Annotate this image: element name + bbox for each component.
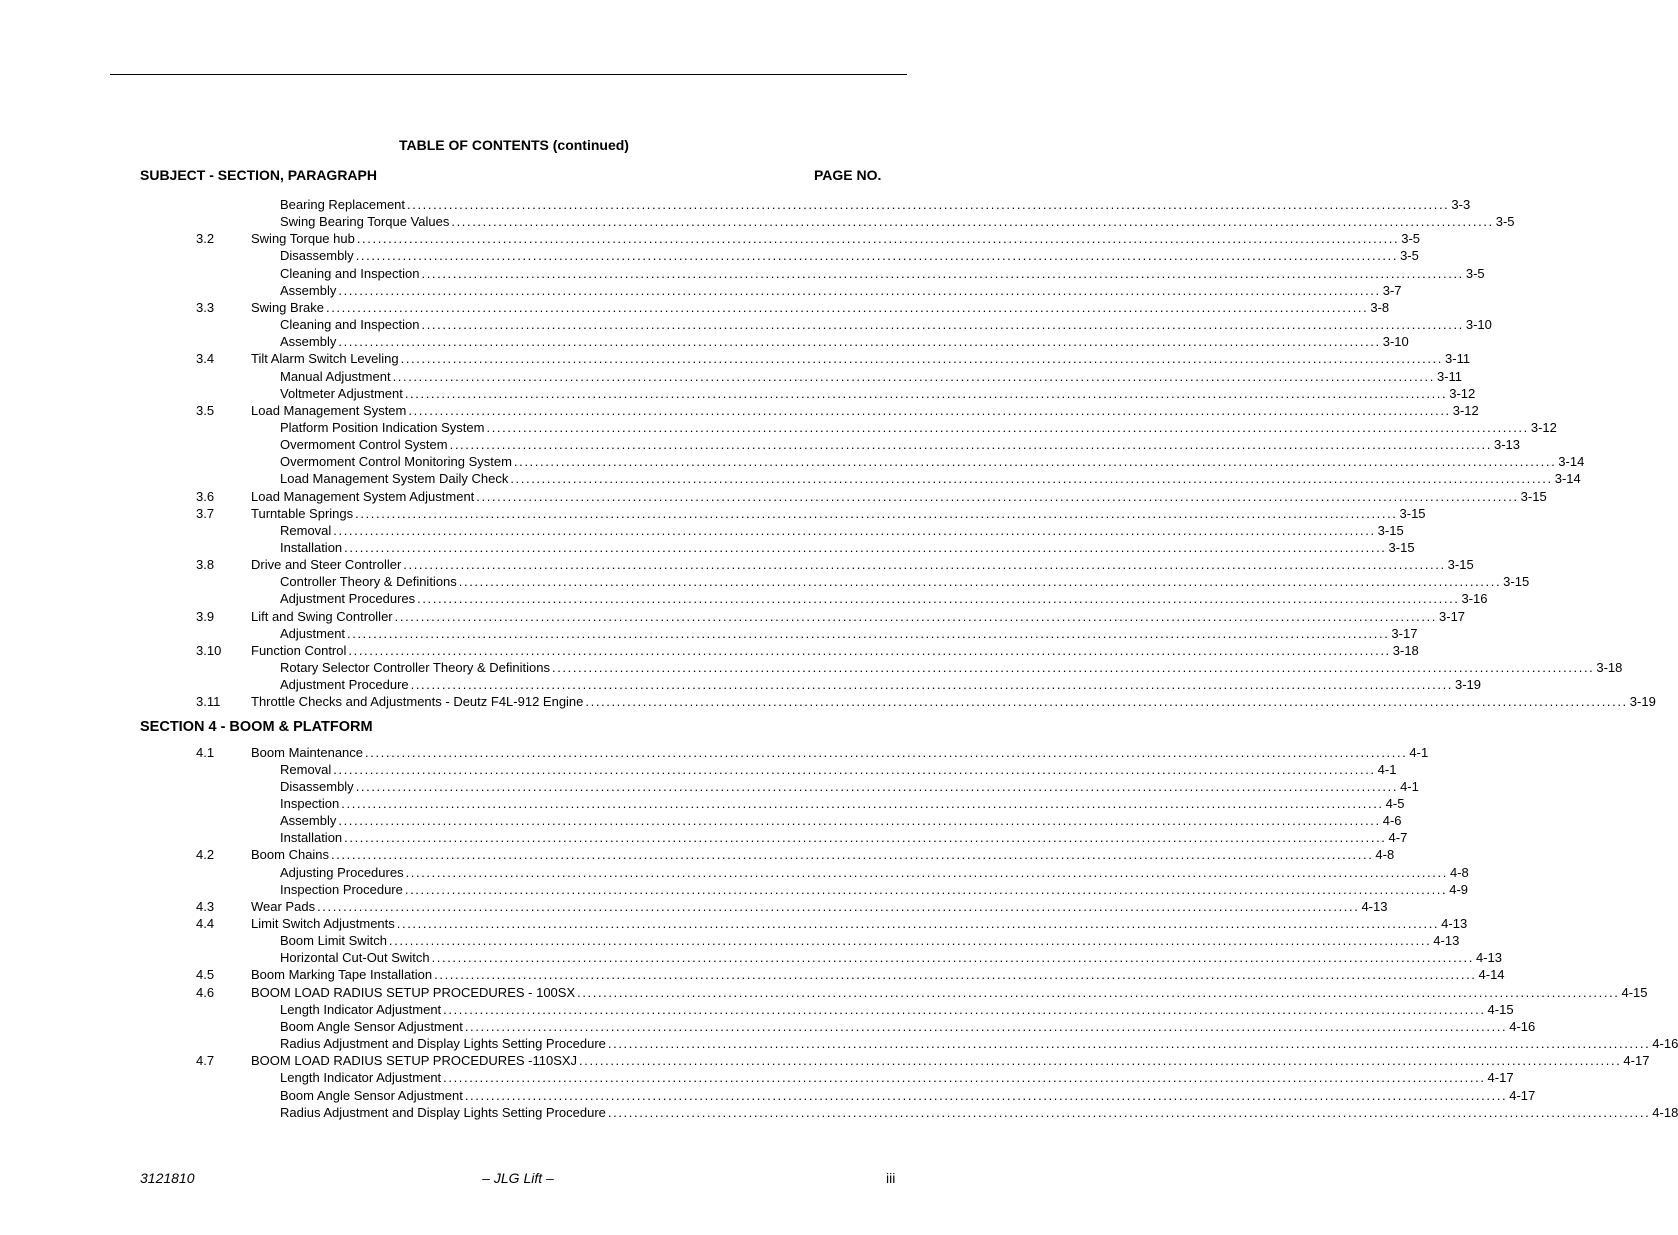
toc-entry-number: 3.5 [196,402,215,418]
toc-entry-page: 3-16 [1461,591,1488,607]
toc-entry-title: Lift and Swing Controller [251,608,393,624]
toc-entry-title: Boom Maintenance [251,744,364,760]
toc-entry-line [251,402,1479,419]
toc-entry-line [251,350,1471,367]
toc-entry-line [251,915,1468,932]
toc-entry-title: Cleaning and Inspection [280,317,420,333]
toc-entry-line [280,812,1402,829]
toc-entry-line [251,898,1388,915]
toc-entry[interactable] [0,282,1402,299]
toc-entry[interactable] [0,539,1415,556]
toc-entry[interactable] [0,556,1474,573]
toc-entry-title: Adjustment Procedures [280,591,416,607]
dot-leader: ........................................................................................................................................................................................................ [417,591,1460,607]
toc-entry-title: Throttle Checks and Adjustments - Deutz F4L-912 Engine [251,694,584,710]
toc-entry-line [251,984,1648,1001]
toc-entry[interactable] [0,1001,1514,1018]
toc-entry-page: 4-13 [1361,898,1388,914]
toc-entry-number: 3.10 [196,642,222,658]
toc-entry[interactable] [0,573,1530,590]
toc-entry-line [251,608,1466,625]
toc-entry-title: Manual Adjustment [280,368,391,384]
toc-entry-line [280,213,1515,230]
toc-entry-page: 4-6 [1382,813,1402,829]
toc-entry[interactable] [0,505,1426,522]
toc-entry-page: 4-13 [1475,950,1502,966]
toc-entry[interactable] [0,453,1585,470]
toc-entry[interactable] [0,642,1419,659]
toc-entry-number: 3.2 [196,231,215,247]
subject-column-header: SUBJECT - SECTION, PARAGRAPH [140,167,377,183]
toc-entry-title: Drive and Steer Controller [251,557,402,573]
toc-entry[interactable] [0,744,1429,761]
toc-entry-line [280,1018,1536,1035]
toc-entry[interactable] [0,778,1419,795]
toc-entry[interactable] [0,196,1471,213]
toc-entry-page: 4-5 [1385,795,1405,811]
dot-leader: ........................................................................................................................................................................................................ [365,744,1408,760]
toc-entry-title: Assembly [280,282,337,298]
toc-entry-page: 3-12 [1530,419,1557,435]
dot-leader: ........................................................................................................................................................................................................ [355,778,1399,794]
dot-leader: ........................................................................................................................................................................................................ [607,1036,1651,1052]
dot-leader: ........................................................................................................................................................................................................ [458,574,1502,590]
dot-leader: ........................................................................................................................................................................................................ [408,402,1451,418]
toc-entry-title: Overmoment Control Monitoring System [280,454,512,470]
toc-entry-page: 4-17 [1509,1087,1536,1103]
toc-entry[interactable] [0,881,1469,898]
toc-entry-page: 4-1 [1377,761,1397,777]
toc-entry-title: Adjustment [280,625,346,641]
toc-entry-title: Radius Adjustment and Display Lights Setting Procedure [280,1036,606,1052]
toc-entry-title: Horizontal Cut-Out Switch [280,950,430,966]
toc-entry-title: Limit Switch Adjustments [251,916,395,931]
toc-entry-title: Function Control [251,642,347,658]
toc-entry[interactable] [0,795,1405,812]
toc-entry-page: 3-15 [1503,574,1530,590]
toc-entry-line [251,299,1390,316]
toc-entry-title: Installation [280,830,343,846]
dot-leader: ........................................................................................................................................................................................................ [407,197,1450,212]
toc-entry-title: Turntable Springs [251,505,354,521]
toc-entry[interactable] [0,590,1488,607]
toc-entry-page: 3-8 [1370,299,1390,315]
dot-leader: ........................................................................................................................................................................................................ [405,864,1448,880]
toc-entry-page: 4-13 [1433,933,1460,949]
toc-entry[interactable] [0,333,1409,350]
toc-entry-line [280,590,1488,607]
toc-entry-title: Load Management System [251,402,407,418]
dot-leader: ........................................................................................................................................................................................................ [476,488,1519,504]
toc-entry-line [280,676,1482,693]
toc-entry-page: 3-18 [1392,642,1419,658]
toc-entry-line [280,1104,1678,1121]
toc-entry-page: 3-15 [1447,557,1474,573]
toc-entry-page: 3-10 [1382,334,1409,350]
toc-entry-number: 3.7 [196,505,215,521]
toc-entry[interactable] [0,984,1648,1001]
toc-entry-title: Length Indicator Adjustment [280,1001,442,1017]
toc-entry-line [251,693,1656,710]
toc-entry[interactable] [0,265,1485,282]
toc-entry[interactable] [0,385,1476,402]
toc-entry[interactable] [0,761,1397,778]
dot-leader: ........................................................................................................................................................................................................ [331,847,1374,863]
toc-entry[interactable] [0,368,1463,385]
toc-entry-line [251,230,1421,247]
dot-leader: ........................................................................................................................................................................................................ [464,1018,1508,1034]
toc-entry-page: 3-13 [1493,437,1521,453]
toc-entry[interactable] [0,1087,1536,1104]
toc-entry-line [280,1001,1514,1018]
toc-entry-line [280,539,1415,556]
toc-entry-number: 3.3 [196,299,215,315]
dot-leader: ........................................................................................................................................................................................................ [394,608,1438,624]
toc-entry-line [280,864,1469,881]
toc-entry-title: Assembly [280,334,337,350]
toc-entry-page: 3-11 [1445,351,1471,367]
toc-entry-line [280,368,1463,385]
dot-leader: ........................................................................................................................................................................................................ [486,419,1529,435]
dot-leader: ........................................................................................................................................................................................................ [510,471,1553,487]
toc-entry-title: Voltmeter Adjustment [280,385,403,401]
toc-entry-line [280,1087,1536,1104]
dot-leader: ........................................................................................................................................................................................................ [443,1070,1486,1086]
dot-leader: ........................................................................................................................................................................................................ [355,505,1398,521]
toc-entry[interactable] [0,522,1404,539]
toc-entry-title: Boom Limit Switch [280,933,387,949]
dot-leader: ........................................................................................................................................................................................................ [344,540,1387,555]
toc-entry-title: Boom Angle Sensor Adjustment [280,1018,463,1034]
toc-entry-title: Removal [280,761,332,777]
toc-entry-title: Swing Bearing Torque Values [280,214,450,230]
toc-entry[interactable] [0,932,1460,949]
dot-leader: ........................................................................................................................................................................................................ [344,830,1387,846]
dot-leader: ........................................................................................................................................................................................................ [464,1087,1508,1103]
toc-entry-page: 4-17 [1487,1070,1514,1086]
toc-entry-title: BOOM LOAD RADIUS SETUP PROCEDURES -110SXJ [251,1053,578,1069]
toc-entry-title: Disassembly [280,248,354,264]
toc-entry[interactable] [0,299,1390,316]
toc-entry-number: 4.3 [196,898,215,914]
toc-entry-line [280,436,1521,453]
dot-leader: ........................................................................................................................................................................................................ [338,813,1381,829]
toc-entry-title: Disassembly [280,778,354,794]
toc-entry-title: Platform Position Indication System [280,419,485,435]
toc-entry-line [251,642,1419,659]
toc-entry[interactable] [0,625,1418,642]
toc-entry[interactable] [0,436,1521,453]
toc-entry-page: 3-19 [1455,677,1482,693]
toc-entry-title: Radius Adjustment and Display Lights Setting Procedure [280,1104,606,1120]
dot-leader: ........................................................................................................................................................................................................ [338,334,1381,350]
dot-leader: ........................................................................................................................................................................................................ [333,522,1376,538]
toc-entry-line [251,505,1426,522]
toc-entry-title: Swing Brake [251,299,324,315]
toc-entry[interactable] [0,350,1471,367]
toc-entry-title: Swing Torque hub [251,231,355,247]
dot-leader: ........................................................................................................................................................................................................ [579,1053,1622,1069]
toc-entry-title: Rotary Selector Controller Theory & Definitions [280,660,550,676]
toc-entry[interactable] [0,608,1466,625]
toc-entry-number: 4.1 [196,744,215,760]
toc-entry-title: Adjusting Procedures [280,864,404,880]
toc-entry[interactable] [0,864,1469,881]
dot-leader: ........................................................................................................................................................................................................ [317,898,1360,914]
toc-entry-page: 4-1 [1409,744,1429,760]
toc-entry-title: Inspection [280,795,340,811]
toc-entry-title: Removal [280,522,332,538]
toc-entry[interactable] [0,846,1395,863]
toc-entry-line [280,1035,1678,1052]
toc-entry-title: Load Management System Adjustment [251,488,475,504]
dot-leader: ........................................................................................................................................................................................................ [341,795,1384,811]
toc-entry[interactable] [0,949,1502,966]
toc-entry-line [280,949,1502,966]
dot-leader: ........................................................................................................................................................................................................ [392,368,1435,384]
toc-entry-line [251,846,1395,863]
toc-entry-number: 4.6 [196,984,215,1000]
dot-leader: ........................................................................................................................................................................................................ [356,231,1400,247]
toc-entry[interactable] [0,470,1581,487]
toc-entry-line [280,1069,1514,1086]
toc-entry-page: 4-8 [1375,847,1395,863]
toc-entry-page: 3-5 [1400,248,1419,264]
section-heading: SECTION 4 - BOOM & PLATFORM [140,718,373,735]
toc-entry[interactable] [0,812,1402,829]
toc-entry-title: Controller Theory & Definitions [280,574,457,590]
dot-leader: ........................................................................................................................................................................................................ [513,454,1557,470]
toc-entry-page: 3-5 [1465,265,1485,281]
toc-entry-line [280,778,1419,795]
toc-entry-number: 3.9 [196,608,215,624]
toc-entry-title: Bearing Replacement [280,197,406,212]
toc-entry-page: 4-16 [1509,1018,1536,1034]
toc-entry[interactable] [0,488,1547,505]
toc-entry-page: 4-14 [1478,967,1505,983]
toc-entry-title: Load Management System Daily Check [280,471,509,487]
toc-entry-page: 3-15 [1399,505,1426,521]
toc-entry[interactable] [0,402,1479,419]
dot-leader: ........................................................................................................................................................................................................ [421,265,1464,281]
toc-entry-line [280,795,1405,812]
toc-entry-line [251,556,1474,573]
toc-entry-line [280,316,1492,333]
dot-leader: ........................................................................................................................................................................................................ [388,933,1432,949]
toc-entry-page: 4-9 [1449,881,1469,897]
toc-entry-page: 4-17 [1623,1053,1650,1069]
dot-leader: ........................................................................................................................................................................................................ [347,625,1390,641]
toc-entry-line [251,966,1505,983]
toc-entry-line [280,196,1471,213]
toc-entry-title: Tilt Alarm Switch Leveling [251,351,399,367]
toc-entry[interactable] [0,213,1515,230]
toc-entry[interactable] [0,898,1388,915]
toc-entry-number: 4.2 [196,847,215,863]
dot-leader: ........................................................................................................................................................................................................ [400,351,1444,367]
toc-entry-title: Cleaning and Inspection [280,265,420,281]
toc-entry-page: 3-12 [1452,402,1479,418]
toc-entry-page: 4-16 [1652,1036,1678,1052]
toc-entry[interactable] [0,247,1419,264]
toc-entry-number: 4.5 [196,967,215,983]
toc-entry-page: 4-8 [1449,864,1469,880]
toc-entry-page: 4-18 [1652,1104,1678,1120]
toc-entry[interactable] [0,966,1505,983]
footer-page-number: iii [886,1170,896,1186]
toc-entry[interactable] [0,316,1492,333]
dot-leader: ........................................................................................................................................................................................................ [552,660,1595,676]
toc-entry-page: 3-14 [1558,454,1585,470]
dot-leader: ........................................................................................................................................................................................................ [431,950,1474,966]
toc-entry-page: 3-10 [1465,317,1492,333]
dot-leader: ........................................................................................................................................................................................................ [577,984,1620,1000]
dot-leader: ........................................................................................................................................................................................................ [404,385,1448,401]
toc-entry-title: Wear Pads [251,898,316,914]
dot-leader: ........................................................................................................................................................................................................ [338,282,1381,298]
top-rule [110,74,907,75]
toc-entry[interactable] [0,1018,1536,1035]
toc-entry-line [280,932,1460,949]
toc-entry-line [280,470,1581,487]
toc-entry-line [280,247,1419,264]
toc-entry[interactable] [0,676,1482,693]
toc-entry-line [280,385,1476,402]
toc-entry-line [280,829,1408,846]
toc-entry-page: 3-15 [1388,540,1415,555]
toc-entry-page: 3-11 [1436,368,1463,384]
toc-entry-page: 3-18 [1596,660,1623,676]
toc-entry-number: 3.11 [196,694,221,710]
toc-entry-line [251,1052,1650,1069]
toc-entry-number: 3.4 [196,351,215,367]
toc-title: TABLE OF CONTENTS (continued) [399,137,629,153]
toc-entry-page: 4-7 [1388,830,1408,846]
toc-entry[interactable] [0,659,1623,676]
toc-entry-page: 3-17 [1391,625,1418,641]
toc-entry-title: Assembly [280,813,337,829]
dot-leader: ........................................................................................................................................................................................................ [403,557,1446,573]
toc-entry-page: 4-15 [1487,1001,1514,1017]
toc-entry-page: 3-17 [1439,608,1466,624]
toc-entry-page: 3-7 [1382,282,1402,298]
toc-entry-line [280,573,1530,590]
toc-entry-line [280,265,1485,282]
toc-entry-page: 4-1 [1400,778,1419,794]
toc-entry-title: Boom Marking Tape Installation [251,967,433,983]
toc-entry-page: 3-15 [1377,522,1404,538]
toc-entry-line [280,659,1623,676]
toc-entry-title: Boom Chains [251,847,330,863]
toc-entry-title: Installation [280,540,343,555]
dot-leader: ........................................................................................................................................................................................................ [451,214,1494,230]
toc-entry-line [280,625,1418,642]
footer-doc-number: 3121810 [140,1170,195,1186]
page-number-column-header: PAGE NO. [814,167,882,183]
toc-entry-title: BOOM LOAD RADIUS SETUP PROCEDURES - 100SX [251,984,576,1000]
toc-entry[interactable] [0,1052,1650,1069]
toc-entry-page: 3-19 [1629,694,1656,710]
dot-leader: ........................................................................................................................................................................................................ [348,642,1391,658]
dot-leader: ........................................................................................................................................................................................................ [443,1001,1486,1017]
toc-entry[interactable] [0,1035,1678,1052]
toc-entry-page: 3-3 [1451,197,1471,212]
toc-entry-line [280,881,1469,898]
toc-entry[interactable] [0,419,1557,436]
toc-entry[interactable] [0,1069,1514,1086]
dot-leader: ........................................................................................................................................................................................................ [396,916,1440,931]
dot-leader: ........................................................................................................................................................................................................ [607,1104,1651,1120]
toc-entry-line [251,488,1547,505]
toc-entry-page: 3-5 [1495,214,1515,230]
dot-leader: ........................................................................................................................................................................................................ [355,248,1399,264]
dot-leader: ........................................................................................................................................................................................................ [325,299,1369,315]
toc-entry-number: 4.7 [196,1053,215,1069]
toc-entry-number: 3.6 [196,488,215,504]
toc-entry-page: 3-5 [1401,231,1421,247]
toc-entry-page: 3-14 [1554,471,1581,487]
toc-entry-title: Length Indicator Adjustment [280,1070,442,1086]
toc-entry-line [280,419,1557,436]
toc-entry[interactable] [0,693,1656,710]
dot-leader: ........................................................................................................................................................................................................ [585,694,1628,710]
footer-company: – JLG Lift – [482,1170,554,1186]
toc-entry-line [280,761,1397,778]
toc-entry-page: 4-15 [1621,984,1648,1000]
toc-entry[interactable] [0,829,1408,846]
toc-entry[interactable] [0,1104,1678,1121]
dot-leader: ........................................................................................................................................................................................................ [421,317,1464,333]
toc-entry-line [280,453,1585,470]
dot-leader: ........................................................................................................................................................................................................ [449,437,1492,453]
toc-entry[interactable] [0,915,1468,932]
toc-entry-title: Adjustment Procedure [280,677,409,693]
toc-entry-line [280,282,1402,299]
toc-entry-title: Inspection Procedure [280,881,403,897]
toc-entry-title: Boom Angle Sensor Adjustment [280,1087,463,1103]
toc-entry-line [251,744,1429,761]
toc-entry-title: Overmoment Control System [280,437,448,453]
toc-entry-page: 3-12 [1449,385,1476,401]
dot-leader: ........................................................................................................................................................................................................ [410,677,1453,693]
toc-entry-number: 3.8 [196,557,215,573]
toc-entry[interactable] [0,230,1421,247]
toc-entry-line [280,333,1409,350]
dot-leader: ........................................................................................................................................................................................................ [333,761,1376,777]
toc-entry-page: 3-15 [1520,488,1547,504]
toc-entry-number: 4.4 [196,916,215,931]
toc-entry-line [280,522,1404,539]
dot-leader: ........................................................................................................................................................................................................ [434,967,1477,983]
dot-leader: ........................................................................................................................................................................................................ [404,881,1448,897]
toc-entry-page: 4-13 [1441,916,1468,931]
